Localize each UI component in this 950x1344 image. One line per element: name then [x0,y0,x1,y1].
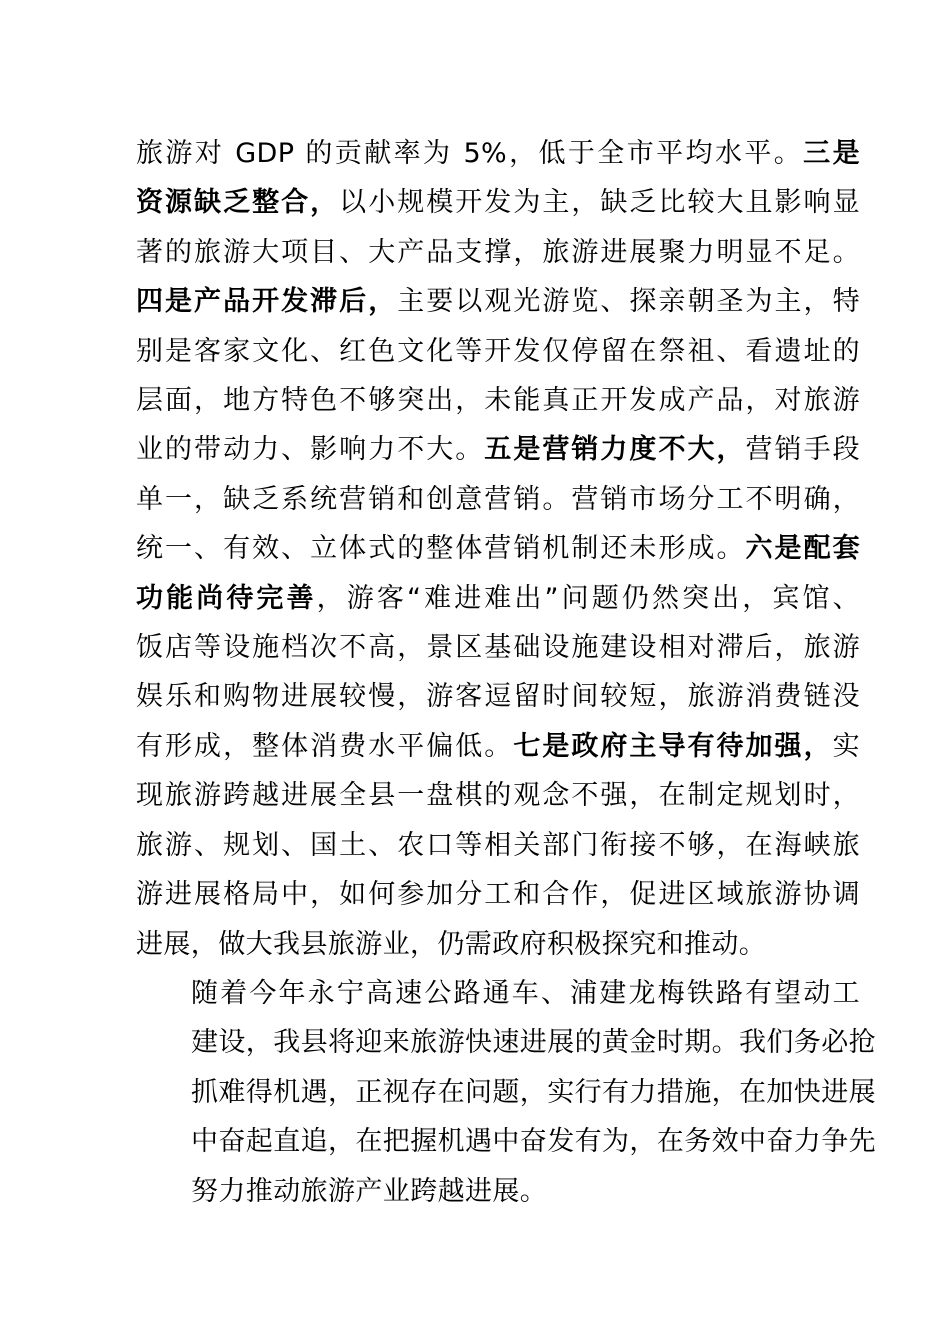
text-run: ，游客“难进难出”问题仍然突出，宾馆、 [316,582,860,614]
text-run: 单一，缺乏系统营销和创意营销。营销市场分工不明确， [136,483,860,515]
text-run: 娱乐和购物进展较慢，游客逗留时间较短，旅游消费链没 [136,681,860,713]
document-page [136,129,876,1216]
text-line [136,475,860,524]
text-line [136,821,860,870]
text-run: 有形成，整体消费水平偏低。 [136,730,514,762]
bold-text-run: 六是配套 [745,533,860,565]
bold-text-run: 七是政府主导有待加强， [513,730,833,762]
text-run: 进展，做大我县旅游业，仍需政府积极探究和推动。 [136,928,767,960]
text-line [136,1117,876,1166]
bold-text-run: 功能尚待完善 [136,582,317,614]
text-line [136,327,860,376]
paragraph [136,969,876,1216]
text-run: 旅游对 GDP 的贡献率为 5%，低于全市平均水平。 [136,138,804,169]
bold-text-run: 五是营销力度不大， [484,434,746,466]
bold-text-run: 三是 [803,138,860,169]
bold-text-run: 资源缺乏整合， [136,187,340,219]
text-run: 营销手段 [745,434,860,466]
text-run: 努力推动旅游产业跨越进展。 [191,1175,548,1207]
text-line [136,623,860,672]
text-line [136,771,860,820]
text-line [136,524,860,573]
text-run: 游进展格局中，如何参加分工和合作，促进区域旅游协调 [136,879,860,911]
text-line [136,129,860,178]
text-line [136,969,860,1018]
text-run: 抓难得机遇，正视存在问题，实行有力措施，在加快进展 [191,1076,876,1108]
text-run: 别是客家文化、红色文化等开发仅停留在祭祖、看遗址的 [136,335,860,367]
text-line [136,722,860,771]
text-run: 建设，我县将迎来旅游快速进展的黄金时期。我们务必抢 [191,1027,876,1059]
text-run: 层面，地方特色不够突出，未能真正开发成产品，对旅游 [136,385,860,417]
text-line [136,672,860,721]
text-line [136,870,860,919]
text-run: 中奋起直追，在把握机遇中奋发有为，在务效中奋力争先 [191,1126,876,1158]
text-line [136,425,860,474]
text-line [136,574,860,623]
text-run: 以小规模开发为主，缺乏比较大且影响显 [339,187,860,219]
text-line [136,920,860,969]
text-run: 主要以观光游览、探亲朝圣为主，特 [397,286,860,318]
text-run: 饭店等设施档次不高，景区基础设施建设相对滞后，旅游 [136,632,860,664]
text-line [136,228,860,277]
text-run: 实 [832,730,861,762]
paragraph [136,129,860,969]
text-run: 旅游、规划、国土、农口等相关部门衔接不够，在海峡旅 [136,829,860,861]
text-line [136,178,860,227]
text-run: 著的旅游大项目、大产品支撑，旅游进展聚力明显不足。 [136,236,860,268]
text-run: 随着今年永宁高速公路通车、浦建龙梅铁路有望动工 [191,977,860,1009]
bold-text-run: 四是产品开发滞后， [136,286,398,318]
text-line [136,376,860,425]
text-line [136,1018,876,1067]
text-run: 业的带动力、影响力不大。 [136,434,485,466]
text-run: 现旅游跨越进展全县一盘棋的观念不强，在制定规划时， [136,780,860,812]
text-line [136,1167,860,1216]
text-line [136,277,860,326]
text-run: 统一、有效、立体式的整体营销机制还未形成。 [136,533,746,565]
text-line [136,1068,876,1117]
